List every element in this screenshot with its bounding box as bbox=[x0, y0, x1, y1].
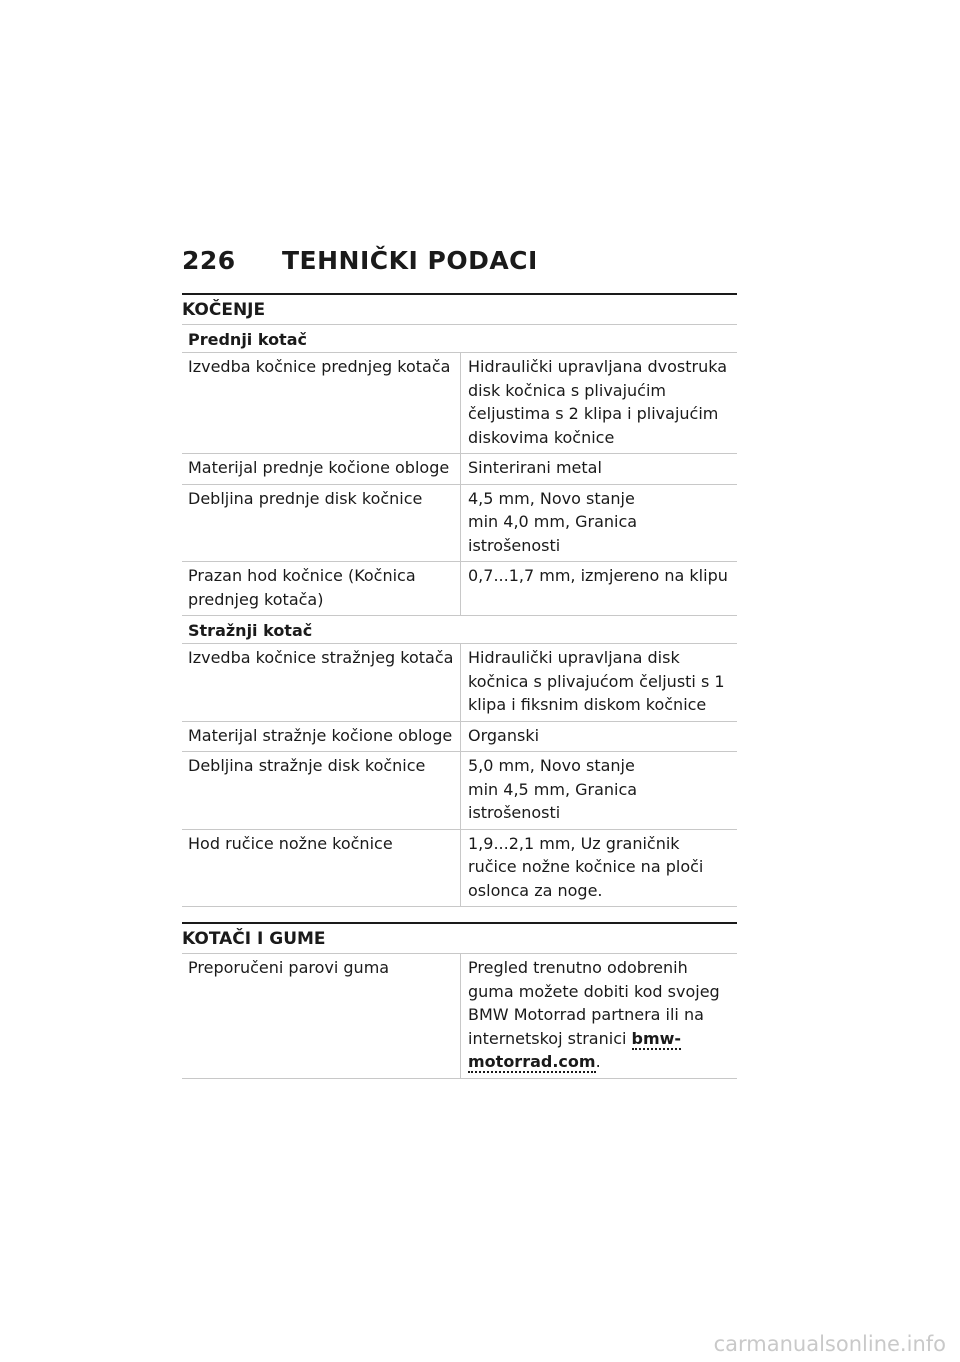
page-header bbox=[182, 246, 538, 275]
table-row bbox=[182, 722, 737, 753]
row-value: 4,5 mm, Novo stanje min 4,0 mm, Granica istrošenosti bbox=[460, 485, 737, 562]
row-label: Izvedba kočnice prednjeg kotača bbox=[188, 357, 451, 376]
row-value-suffix: . bbox=[595, 1052, 601, 1071]
section-title: KOTAČI I GUME bbox=[182, 924, 737, 954]
row-label: Hod ručice nožne kočnice bbox=[188, 833, 393, 853]
watermark: carmanualsonline.info bbox=[713, 1332, 946, 1356]
page-title: TEHNIČKI PODACI bbox=[282, 246, 538, 275]
content bbox=[182, 293, 737, 1094]
row-value: Organski bbox=[460, 722, 737, 752]
row-value: 0,7...1,7 mm, izmjereno na klipu bbox=[460, 562, 737, 615]
row-label: Prazan hod kočnice (Kočnica prednjeg kotača) bbox=[188, 566, 416, 609]
page-number: 226 bbox=[182, 246, 236, 275]
section-wheels-tyres bbox=[182, 922, 737, 1079]
row-value: Hidraulički upravljana disk kočnica s plivajućom čeljusti s 1 klipa i fiksnim diskom kočnice bbox=[460, 644, 737, 721]
table-row bbox=[182, 353, 737, 454]
table-row bbox=[182, 454, 737, 485]
table-row bbox=[182, 830, 737, 908]
table-row bbox=[182, 954, 737, 1079]
row-label: Preporučeni parovi guma bbox=[188, 958, 390, 977]
table-row bbox=[182, 752, 737, 830]
row-value: Sinterirani metal bbox=[460, 454, 737, 484]
row-value bbox=[460, 954, 737, 1078]
table-row bbox=[182, 562, 737, 616]
row-value: 1,9...2,1 mm, Uz graničnik ručice nožne kočnice na ploči oslonca za noge. bbox=[460, 830, 737, 907]
row-value: Hidraulički upravljana dvostruka disk kočnica s plivajućim čeljustima s 2 klipa i plivajućim diskovima kočnice bbox=[460, 353, 737, 453]
row-label: Izvedba kočnice stražnjeg kotača bbox=[188, 648, 454, 667]
row-value: 5,0 mm, Novo stanje min 4,5 mm, Granica istrošenosti bbox=[460, 752, 737, 829]
row-label: Debljina prednje disk kočnice bbox=[188, 488, 423, 508]
subhead-rear-wheel: Stražnji kotač bbox=[182, 616, 737, 644]
table-row bbox=[182, 644, 737, 722]
row-label: Materijal stražnje kočione obloge bbox=[188, 725, 453, 745]
row-label: Materijal prednje kočione obloge bbox=[188, 458, 450, 477]
row-value-text: Pregled trenutno odobrenih guma možete dobiti kod svojeg BMW Motorrad partnera ili na internetskoj stranici bbox=[468, 958, 720, 1048]
section-braking bbox=[182, 293, 737, 907]
row-label: Debljina stražnje disk kočnice bbox=[188, 756, 426, 775]
subhead-front-wheel: Prednji kotač bbox=[182, 325, 737, 353]
table-row bbox=[182, 485, 737, 563]
section-title: KOČENJE bbox=[182, 295, 737, 325]
bmw-motorrad-link[interactable]: bmw-motorrad.com bbox=[468, 1028, 682, 1071]
